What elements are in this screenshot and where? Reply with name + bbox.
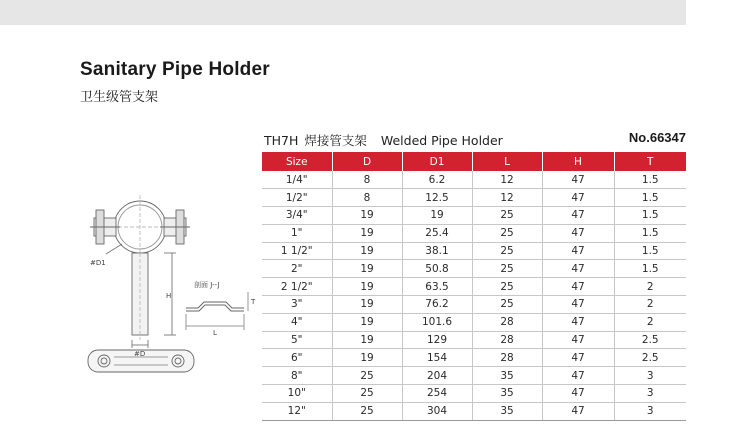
table-cell: 2.5 [614, 331, 686, 349]
product-name-en: Welded Pipe Holder [380, 133, 503, 148]
table-cell: 47 [542, 189, 614, 207]
table-cell: 25 [472, 260, 542, 278]
table-row [262, 385, 686, 403]
table-row [262, 278, 686, 296]
table-cell: 25 [472, 207, 542, 225]
table-cell: 19 [332, 207, 402, 225]
table-cell: 47 [542, 242, 614, 260]
table-cell: 47 [542, 171, 614, 189]
section-profile [186, 292, 248, 330]
table-cell: 25.4 [402, 224, 472, 242]
table-cell: 6" [262, 349, 332, 367]
table-cell: 2 1/2" [262, 278, 332, 296]
table-cell: 35 [472, 385, 542, 403]
table-cell: 25 [472, 242, 542, 260]
table-cell: 28 [472, 331, 542, 349]
table-cell: 3 [614, 402, 686, 420]
table-cell: 6.2 [402, 171, 472, 189]
column-header-h: H [542, 152, 614, 171]
table-cell: 1/2" [262, 189, 332, 207]
table-cell: 5" [262, 331, 332, 349]
label-h: H [166, 292, 172, 300]
table-cell: 47 [542, 296, 614, 314]
table-cell: 19 [332, 242, 402, 260]
table-cell: 12" [262, 402, 332, 420]
table-row [262, 296, 686, 314]
table-cell: 19 [332, 296, 402, 314]
table-cell: 47 [542, 278, 614, 296]
table-cell: 10" [262, 385, 332, 403]
table-cell: 47 [542, 260, 614, 278]
column-header-t: T [614, 152, 686, 171]
table-cell: 1.5 [614, 189, 686, 207]
table-cell: 25 [472, 296, 542, 314]
table-cell: 8 [332, 189, 402, 207]
table-cell: 1 1/2" [262, 242, 332, 260]
table-row [262, 260, 686, 278]
table-caption [264, 131, 509, 149]
table-cell: 2 [614, 313, 686, 331]
table-header-row [262, 152, 686, 171]
table-cell: 19 [402, 207, 472, 225]
label-t: T [251, 298, 256, 306]
table-row [262, 313, 686, 331]
column-header-d1: D1 [402, 152, 472, 171]
label-l: L [213, 329, 217, 337]
table-cell: 1.5 [614, 207, 686, 225]
table-cell: 47 [542, 313, 614, 331]
table-cell: 304 [402, 402, 472, 420]
table-cell: 3 [614, 385, 686, 403]
table-cell: 3 [614, 367, 686, 385]
table-cell: 28 [472, 349, 542, 367]
table-cell: 2.5 [614, 349, 686, 367]
table-cell: 35 [472, 402, 542, 420]
table-cell: 28 [472, 313, 542, 331]
page-title: Sanitary Pipe Holder [80, 59, 270, 80]
table-cell: 19 [332, 260, 402, 278]
table-cell: 2 [614, 296, 686, 314]
table-cell: 19 [332, 331, 402, 349]
table-cell: 25 [472, 224, 542, 242]
table-cell: 25 [472, 278, 542, 296]
table-row [262, 207, 686, 225]
table-row [262, 349, 686, 367]
top-banner [0, 0, 686, 25]
table-cell: 19 [332, 278, 402, 296]
table-cell: 47 [542, 224, 614, 242]
product-number: No.66347 [628, 130, 686, 145]
table-row [262, 402, 686, 420]
clamp-front-view [90, 195, 190, 348]
table-cell: 12.5 [402, 189, 472, 207]
table-cell: 25 [332, 385, 402, 403]
table-cell: 47 [542, 402, 614, 420]
table-row [262, 189, 686, 207]
table-cell: 47 [542, 367, 614, 385]
table-cell: 47 [542, 331, 614, 349]
table-row [262, 242, 686, 260]
table-cell: 35 [472, 367, 542, 385]
table-cell: 1.5 [614, 224, 686, 242]
label-d: #D [134, 350, 146, 358]
table-cell: 1.5 [614, 260, 686, 278]
label-d1: #D1 [90, 259, 106, 267]
table-cell: 4" [262, 313, 332, 331]
spec-table [262, 152, 686, 421]
table-row [262, 331, 686, 349]
column-header-d: D [332, 152, 402, 171]
table-cell: 47 [542, 349, 614, 367]
table-cell: 19 [332, 224, 402, 242]
table-cell: 76.2 [402, 296, 472, 314]
table-cell: 3" [262, 296, 332, 314]
table-cell: 129 [402, 331, 472, 349]
table-cell: 63.5 [402, 278, 472, 296]
table-cell: 1.5 [614, 171, 686, 189]
table-cell: 2" [262, 260, 332, 278]
table-cell: 1" [262, 224, 332, 242]
table-cell: 1/4" [262, 171, 332, 189]
table-cell: 25 [332, 367, 402, 385]
table-cell: 19 [332, 349, 402, 367]
table-cell: 2 [614, 278, 686, 296]
table-cell: 8 [332, 171, 402, 189]
table-cell: 50.8 [402, 260, 472, 278]
table-cell: 1.5 [614, 242, 686, 260]
page-subtitle: 卫生级管支架 [80, 90, 159, 105]
product-code: TH7H [264, 133, 299, 148]
table-row [262, 367, 686, 385]
table-cell: 12 [472, 171, 542, 189]
table-cell: 47 [542, 385, 614, 403]
product-name-cn: 焊接管支架 [304, 133, 367, 148]
table-cell: 8" [262, 367, 332, 385]
table-cell: 254 [402, 385, 472, 403]
table-row [262, 171, 686, 189]
pipe-holder-drawing [76, 190, 260, 385]
table-cell: 47 [542, 207, 614, 225]
table-cell: 12 [472, 189, 542, 207]
table-cell: 25 [332, 402, 402, 420]
table-cell: 38.1 [402, 242, 472, 260]
table-row [262, 224, 686, 242]
table-cell: 3/4" [262, 207, 332, 225]
table-cell: 204 [402, 367, 472, 385]
column-header-l: L [472, 152, 542, 171]
table-cell: 19 [332, 313, 402, 331]
column-header-size: Size [262, 152, 332, 171]
table-cell: 154 [402, 349, 472, 367]
label-section: 剖面 J--J [194, 281, 220, 289]
table-cell: 101.6 [402, 313, 472, 331]
